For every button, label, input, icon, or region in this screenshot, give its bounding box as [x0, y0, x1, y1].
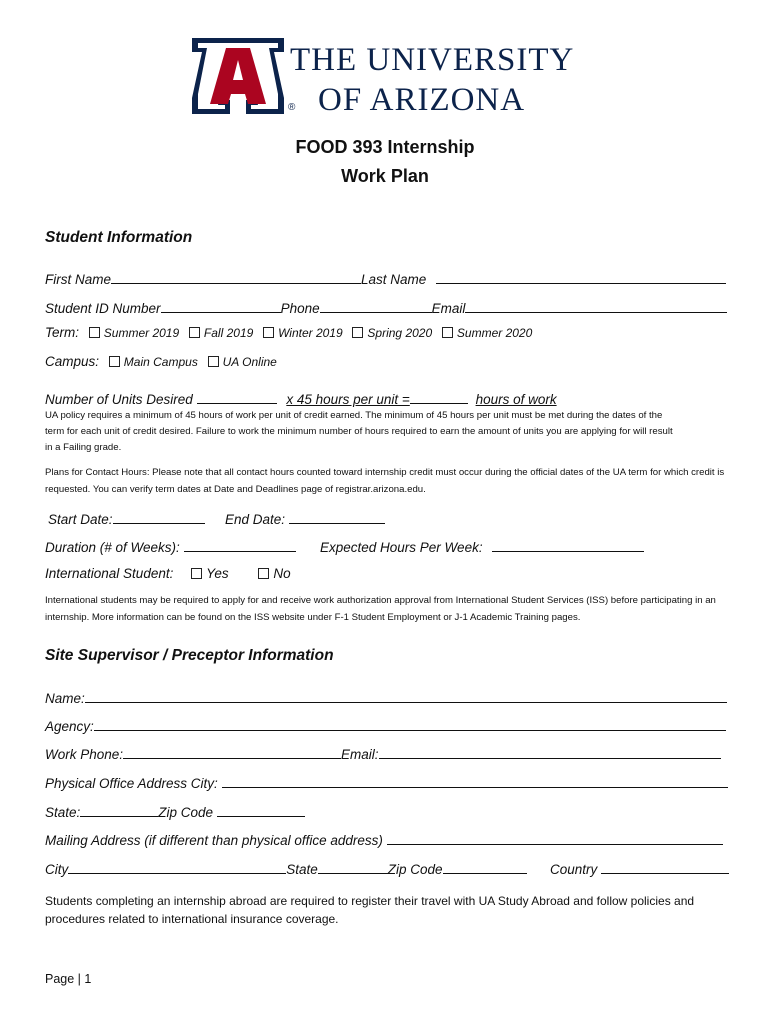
- university-name-line2: OF ARIZONA: [318, 82, 526, 118]
- form-title: FOOD 393 Internship: [295, 137, 475, 157]
- agency-field[interactable]: [94, 715, 726, 731]
- zip-field[interactable]: [217, 801, 305, 817]
- country-label: Country: [550, 862, 598, 877]
- units-multiplier-text: x 45 hours per unit =: [286, 392, 410, 407]
- state2-label: State: [286, 862, 318, 877]
- campus-label: Campus:: [45, 354, 100, 369]
- student-id-field[interactable]: [161, 297, 281, 313]
- city-label: City: [45, 862, 69, 877]
- supervisor-info-heading: Site Supervisor / Preceptor Information: [45, 647, 334, 664]
- units-label: Number of Units Desired: [45, 392, 193, 407]
- duration-field[interactable]: [184, 536, 296, 552]
- international-yes-checkbox[interactable]: [191, 568, 202, 579]
- campus-option-label: UA Online: [222, 355, 277, 369]
- start-date-label: Start Date:: [48, 512, 113, 527]
- term-option-label: Summer 2020: [456, 326, 533, 340]
- last-name-label: Last Name: [361, 272, 427, 287]
- supervisor-email-field[interactable]: [379, 743, 721, 759]
- international-no-label: No: [273, 566, 291, 581]
- expected-hours-field[interactable]: [492, 536, 644, 552]
- term-option-label: Spring 2020: [367, 326, 433, 340]
- university-name-line1: THE UNIVERSITY: [290, 42, 575, 78]
- zip-label: Zip Code: [158, 805, 214, 820]
- campus-option-label: Main Campus: [123, 355, 198, 369]
- supervisor-name-field[interactable]: [85, 687, 727, 703]
- registered-mark: ®: [288, 102, 296, 113]
- end-date-field[interactable]: [289, 508, 385, 524]
- term-label: Term:: [45, 325, 80, 340]
- zip2-field[interactable]: [443, 858, 527, 874]
- contact-hours-paragraph: Plans for Contact Hours: Please note that all contact hours counted toward internship credit must occur during the official dates of the UA term for which credit is requested. You can verify term dates at Date and Deadlines page of registrar.arizona.edu.: [45, 467, 725, 495]
- first-name-label: First Name: [45, 272, 112, 287]
- email-field[interactable]: [465, 297, 727, 313]
- phone-label: Phone: [280, 301, 320, 316]
- policy-paragraph: UA policy requires a minimum of 45 hours of work per unit of credit earned. The minimum of 45 hours per unit must be met during the dates of the term for each unit of credit desired. Failure to work the minimum number of hours required to earn the amount of units you are applying for will result in a Failing grade.: [45, 410, 673, 453]
- campus-checkbox-online[interactable]: [208, 356, 219, 367]
- term-checkbox-summer-2020[interactable]: [442, 327, 453, 338]
- office-city-label: Physical Office Address City:: [45, 776, 218, 791]
- block-a-logo-icon: [190, 36, 286, 116]
- international-yes-label: Yes: [206, 566, 229, 581]
- international-paragraph: International students may be required to apply for and receive work authorization approval from International Student Services (ISS) before participating in an internship. More information can be found on the ISS website under F-1 Student Employment or J-1 Academic Training pages.: [45, 595, 716, 623]
- term-checkbox-winter-2019[interactable]: [263, 327, 274, 338]
- student-info-heading: Student Information: [45, 229, 193, 246]
- total-hours-field[interactable]: [410, 388, 468, 404]
- start-date-field[interactable]: [113, 508, 205, 524]
- form-subtitle: Work Plan: [341, 166, 429, 186]
- abroad-paragraph: Students completing an internship abroad are required to register their travel with UA Study Abroad and follow policies and procedures related to international insurance coverage.: [45, 894, 695, 926]
- office-city-field[interactable]: [222, 772, 728, 788]
- term-checkbox-spring-2020[interactable]: [352, 327, 363, 338]
- term-checkbox-fall-2019[interactable]: [189, 327, 200, 338]
- supervisor-email-label: Email:: [341, 747, 379, 762]
- term-checkbox-summer-2019[interactable]: [89, 327, 100, 338]
- state2-field[interactable]: [318, 858, 388, 874]
- email-label: Email: [431, 301, 466, 316]
- hours-of-work-label: hours of work: [475, 392, 557, 407]
- page-number: Page | 1: [45, 972, 92, 986]
- international-no-checkbox[interactable]: [258, 568, 269, 579]
- term-option-label: Fall 2019: [203, 326, 254, 340]
- first-name-field[interactable]: [111, 268, 361, 284]
- city-field[interactable]: [68, 858, 286, 874]
- end-date-label: End Date:: [225, 512, 286, 527]
- mailing-address-label: Mailing Address (if different than physical office address): [45, 833, 383, 848]
- work-phone-field[interactable]: [123, 743, 341, 759]
- supervisor-name-label: Name:: [45, 691, 85, 706]
- state-label: State:: [45, 805, 81, 820]
- campus-checkbox-main[interactable]: [109, 356, 120, 367]
- zip2-label: Zip Code: [387, 862, 443, 877]
- university-logo: [190, 36, 590, 120]
- mailing-address-field[interactable]: [387, 829, 723, 845]
- international-label: International Student:: [45, 566, 174, 581]
- expected-hours-label: Expected Hours Per Week:: [320, 540, 483, 555]
- agency-label: Agency:: [45, 719, 94, 734]
- term-option-label: Winter 2019: [278, 326, 343, 340]
- last-name-field[interactable]: [436, 268, 726, 284]
- student-id-label: Student ID Number: [45, 301, 161, 316]
- phone-field[interactable]: [320, 297, 432, 313]
- country-field[interactable]: [601, 858, 729, 874]
- units-field[interactable]: [197, 388, 277, 404]
- duration-label: Duration (# of Weeks):: [45, 540, 180, 555]
- work-phone-label: Work Phone:: [45, 747, 124, 762]
- state-field[interactable]: [80, 801, 158, 817]
- term-option-label: Summer 2019: [103, 326, 180, 340]
